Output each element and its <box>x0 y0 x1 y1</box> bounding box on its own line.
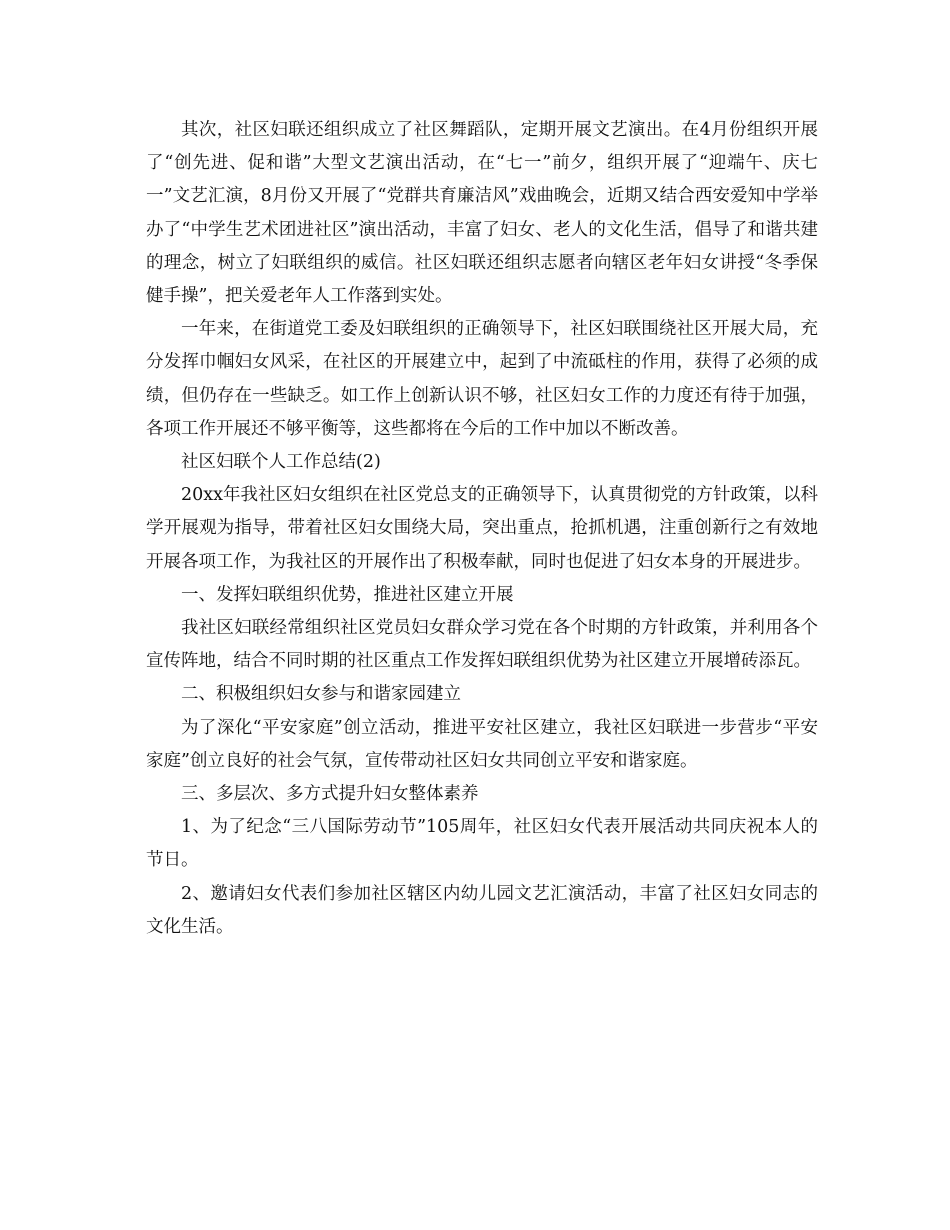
paragraph-two: 为了深化“平安家庭”创立活动，推进平安社区建立，我社区妇联进一步营步“平安家庭”创立良好的社会气氛，宣传带动社区妇女共同创立平安和谐家庭。 <box>146 717 818 771</box>
list-item-2: 2、邀请妇女代表们参加社区辖区内幼儿园文艺汇演活动，丰富了社区妇女同志的文化生活。 <box>146 883 818 937</box>
list-item-1: 1、为了纪念“三八国际劳动节”105周年，社区妇女代表开展活动共同庆祝本人的节日。 <box>146 817 818 871</box>
heading-one: 一、发挥妇联组织优势，推进社区建立开展 <box>181 584 514 605</box>
document-body <box>146 114 818 944</box>
section-title: 社区妇联个人工作总结(2) <box>181 452 381 473</box>
paragraph-one: 我社区妇联经常组织社区党员妇女群众学习党在各个时期的方针政策，并利用各个宣传阵地，结合不同时期的社区重点工作发挥妇联组织优势为社区建立开展增砖添瓦。 <box>146 618 818 672</box>
paragraph-intro: 20xx年我社区妇女组织在社区党总支的正确领导下，认真贯彻党的方针政策，以科学开展观为指导，带着社区妇女围绕大局，突出重点，抢抓机遇，注重创新行之有效地开展各项工作，为我社区的开展作出了积极奉献，同时也促进了妇女本身的开展进步。 <box>146 485 819 572</box>
heading-three: 三、多层次、多方式提升妇女整体素养 <box>181 784 479 805</box>
paragraph-dance-team: 其次，社区妇联还组织成立了社区舞蹈队，定期开展文艺演出。在4月份组织开展了“创先进、促和谐”大型文艺演出活动，在“七一”前夕，组织开展了“迎端午、庆七一”文艺汇演，8月份又开展了“党群共育廉洁风”戏曲晚会，近期又结合西安爱知中学举办了“中学生艺术团进社区”演出活动，丰富了妇女、老人的文化生活，倡导了和谐共建的理念，树立了妇联组织的威信。社区妇联还组织志愿者向辖区老年妇女讲授“冬季保健手操”，把关爱老年人工作落到实处。 <box>146 120 818 307</box>
heading-two: 二、积极组织妇女参与和谐家园建立 <box>181 684 461 705</box>
paragraph-year-review: 一年来，在街道党工委及妇联组织的正确领导下，社区妇联围绕社区开展大局，充分发挥巾帼妇女风采，在社区的开展建立中，起到了中流砥柱的作用，获得了必须的成绩，但仍存在一些缺乏。如工作上创新认识不够，社区妇女工作的力度还有待于加强，各项工作开展还不够平衡等，这些都将在今后的工作中加以不断改善。 <box>146 319 818 439</box>
